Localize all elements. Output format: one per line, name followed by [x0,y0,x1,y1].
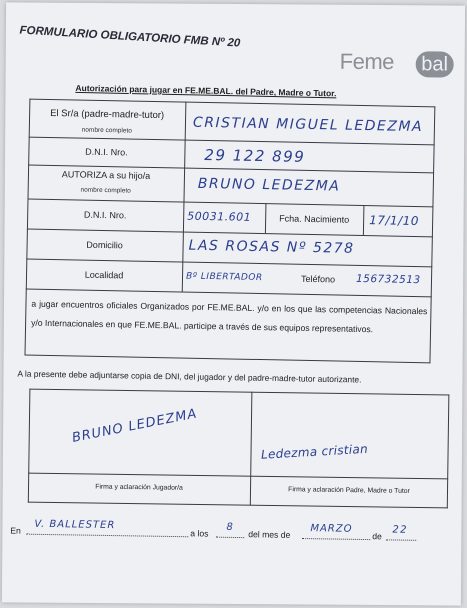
signature-table [28,389,450,509]
child-name-value[interactable]: BRUNO LEDEZMA [197,175,341,195]
footer-month-value[interactable]: MARZO [310,523,353,535]
phone-label: Teléfono [300,273,336,285]
child-sublabel: nombre completo [80,186,131,195]
tutor-dni-label: D.N.I. Nro. [85,146,128,158]
authorization-paragraph: a jugar encuentros oficiales Organizados por FE.ME.BAL. y/o en los que las competencias Nacionales y/o Internacionales en que FE.ME.BAL. participe a través de sus equipos representativos. [31,298,428,335]
logo-mark: bal [416,51,454,77]
form-title: FORMULARIO OBLIGATORIO FMB Nº 20 [19,24,241,50]
phone-value[interactable]: 156732513 [355,272,421,287]
tutor-dni-value[interactable]: 29 122 899 [204,145,306,166]
footer-line [10,518,450,547]
footer-year-value[interactable]: 22 [392,524,409,536]
birth-date-value[interactable]: 17/1/10 [369,213,420,229]
parent-signature: Ledezma cristian [260,441,369,462]
child-dni-label: D.N.I. Nro. [83,209,127,221]
tutor-sublabel: nombre completo [81,126,133,135]
player-signature: BRUNO LEDEZMA [70,406,199,446]
birth-date-label: Fcha. Nacimiento [279,213,350,225]
authorization-table [25,99,436,363]
tutor-name-value[interactable]: CRISTIAN MIGUEL LEDEZMA [192,114,424,136]
child-label: AUTORIZA a su hijo/a [61,169,151,181]
footer-place-value[interactable]: V. BALLESTER [34,518,116,532]
child-dni-value[interactable]: 50031.601 [187,209,252,224]
locality-value[interactable]: Bº LIBERTADOR [185,271,263,284]
footer-de-label: de [372,531,382,542]
form-heading: Autorización para jugar en FE.ME.BAL. del Padre, Madre o Tutor. [75,82,337,99]
address-value[interactable]: LAS ROSAS Nº 5278 [188,237,355,257]
footer-a-los-label: a los [190,528,209,539]
footer-day-value[interactable]: 8 [226,521,235,533]
player-signature-caption: Firma y aclaración Jugador/a [95,483,183,492]
address-label: Domicilio [86,239,123,251]
attachment-note: A la presente debe adjuntarse copia de DNI, del jugador y del padre-madre-tutor autorizante. [17,368,362,385]
form-sheet [2,2,465,605]
logo-text: Feme [339,48,395,75]
tutor-label: El Sr/a (padre-madre-tutor) [50,107,165,122]
locality-label: Localidad [84,269,124,281]
parent-signature-caption: Firma y aclaración Padre, Madre o Tutor [288,486,410,495]
femebal-logo [340,49,450,80]
footer-del-mes-label: del mes de [248,529,291,540]
footer-en-label: En [10,525,21,536]
